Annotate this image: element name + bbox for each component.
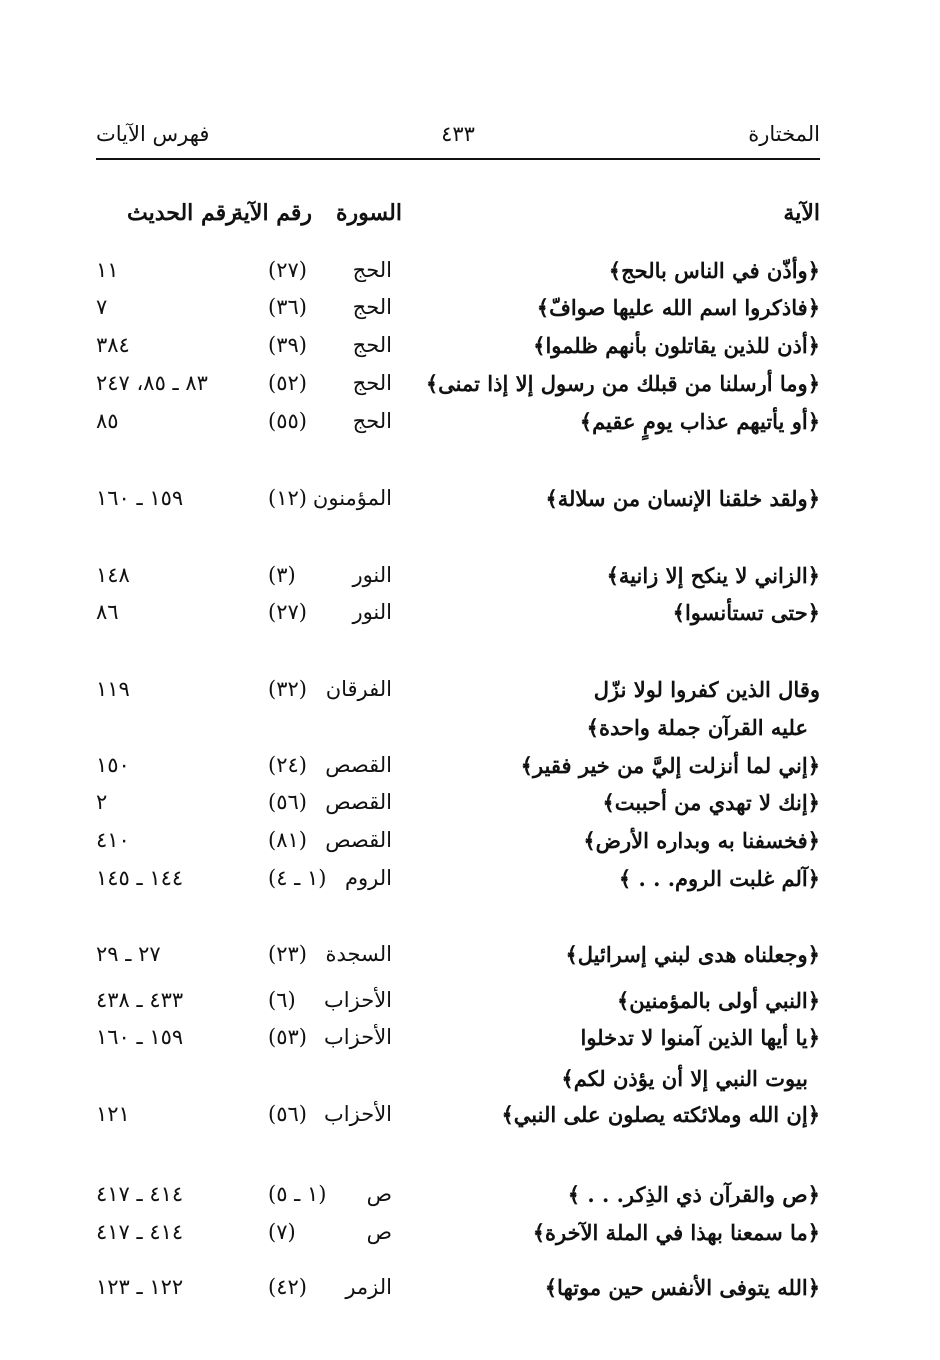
surah-name: الروم [345,866,392,890]
index-row [0,1220,940,1256]
surah-name: القصص [325,790,392,814]
surah-name: القصص [325,828,392,852]
hadith-number: ١٥٠ [96,753,130,777]
surah-name: السجدة [325,942,392,966]
ayah-number: (٢٤) [268,753,307,777]
page-number: ٤٣٣ [441,122,475,146]
ayah-number: (٢٧) [268,600,307,624]
ayah-number: (١ ـ ٤) [268,866,327,890]
section-title: فهرس الآيات [96,122,210,146]
index-row [0,409,940,445]
column-header-verse: الآية [783,200,820,226]
index-row [0,1275,940,1311]
surah-name: ص [366,1220,392,1244]
index-row [0,333,940,369]
hadith-number: ٢٧ ـ ٢٩ [96,942,161,966]
index-row [0,258,940,294]
verse-text: ﴿حتى تستأنسوا﴾ [672,600,820,625]
index-row [0,988,940,1024]
hadith-number: ٢ [96,790,108,814]
verse-text: ﴿ما سمعنا بهذا في الملة الآخرة﴾ [532,1220,820,1245]
hadith-number: ١٥٩ ـ ١٦٠ [96,486,184,510]
index-row [0,790,940,826]
verse-text: ﴿فاذكروا اسم الله عليها صوافّ﴾ [536,295,820,320]
ayah-number: (٥٦) [268,790,307,814]
surah-name: النور [352,563,392,587]
hadith-number: ١١ [96,258,119,282]
index-row [0,486,940,522]
index-row [0,1025,940,1061]
column-header-ayah-number: رقم الآية [232,200,313,226]
surah-name: ص [366,1182,392,1206]
column-header-surah: السورة [336,200,402,226]
surah-name: الزمر [345,1275,392,1299]
book-title: المختارة [748,122,820,146]
surah-name: النور [352,600,392,624]
ayah-number: (١٢) [268,486,307,510]
surah-name: الفرقان [325,677,392,701]
ayah-number: (٥٦) [268,1102,307,1126]
column-header-hadith-number: رقم الحديث [127,200,237,226]
ayah-number: (٦) [268,988,296,1012]
index-row [0,828,940,864]
verse-text: ﴿ولقد خلقنا الإنسان من سلالة﴾ [545,486,820,511]
verse-text: ﴿آلم غلبت الروم. . . ﴾ [618,866,820,891]
ayah-number: (٤٢) [268,1275,307,1299]
index-row [0,866,940,902]
ayah-number: (٣) [268,563,296,587]
surah-name: المؤمنون [312,486,392,510]
header-rule [96,158,820,160]
running-header [96,122,820,156]
ayah-number: (٥٥) [268,409,307,433]
verse-text: ﴿النبي أولى بالمؤمنين﴾ [616,988,820,1013]
verse-text: بيوت النبي إلا أن يؤذن لكم﴾ [561,1066,808,1091]
verse-text: عليه القرآن جملة واحدة﴾ [586,715,808,740]
surah-name: الأحزاب [324,1102,392,1126]
index-row [0,371,940,407]
hadith-number: ٨٦ [96,600,119,624]
surah-name: الحج [352,409,392,433]
verse-text: ﴿فخسفنا به وبداره الأرض﴾ [583,828,820,853]
surah-name: الحج [352,333,392,357]
index-row [0,295,940,331]
index-row [0,1182,940,1218]
verse-text: ﴿ص والقرآن ذي الذِكر. . . ﴾ [567,1182,820,1207]
ayah-number: (٣٢) [268,677,307,701]
hadith-number: ٣٨٤ [96,333,130,357]
verse-text: ﴿إني لما أنزلت إليَّ من خير فقير﴾ [520,753,820,778]
surah-name: الحج [352,258,392,282]
index-row [0,677,940,713]
ayah-number: (٧) [268,1220,296,1244]
surah-name: الحج [352,371,392,395]
index-row [0,563,940,599]
hadith-number: ٤١٤ ـ ٤١٧ [96,1220,184,1244]
index-row-continuation [0,715,940,751]
index-row [0,1102,940,1138]
hadith-number: ١١٩ [96,677,130,701]
hadith-number: ٤٣٣ ـ ٤٣٨ [96,988,184,1012]
hadith-number: ١٢١ [96,1102,130,1126]
ayah-number: (٥٣) [268,1025,307,1049]
verse-text: ﴿الزاني لا ينكح إلا زانية﴾ [606,563,820,588]
index-row [0,942,940,978]
index-row [0,753,940,789]
index-row-continuation [0,1066,940,1102]
verse-text: ﴿إنك لا تهدي من أحببت﴾ [602,790,820,815]
hadith-number: ١٤٤ ـ ١٤٥ [96,866,184,890]
verse-text: ﴿أو يأتيهم عذاب يومٍ عقيم﴾ [579,409,820,434]
verse-text: ﴿الله يتوفى الأنفس حين موتها﴾ [544,1275,820,1300]
verse-text: ﴿وما أرسلنا من قبلك من رسول إلا إذا تمنى﴾ [425,371,820,396]
ayah-number: (٢٧) [268,258,307,282]
ayah-number: (٢٣) [268,942,307,966]
ayah-number: (٥٢) [268,371,307,395]
hadith-number: ١٤٨ [96,563,130,587]
surah-name: الأحزاب [324,988,392,1012]
hadith-number: ٧ [96,295,108,319]
hadith-number: ٨٥ [96,409,119,433]
hadith-number: ١٢٢ ـ ١٢٣ [96,1275,184,1299]
hadith-number: ٨٣ ـ ٨٥، ٢٤٧ [96,371,208,395]
verse-text: ﴿أذن للذين يقاتلون بأنهم ظلموا﴾ [533,333,820,358]
verse-text: ﴿يا أيها الذين آمنوا لا تدخلوا [580,1025,820,1050]
ayah-number: (٣٦) [268,295,307,319]
surah-name: الحج [352,295,392,319]
verse-text: ﴿وأذّن في الناس بالحج﴾ [608,258,820,283]
ayah-number: (٨١) [268,828,307,852]
ayah-number: (٣٩) [268,333,307,357]
verse-text: ﴿إن الله وملائكته يصلون على النبي﴾ [501,1102,820,1127]
ayah-number: (١ ـ ٥) [268,1182,327,1206]
surah-name: الأحزاب [324,1025,392,1049]
index-row [0,600,940,636]
hadith-number: ٤١٠ [96,828,130,852]
verse-text: وقال الذين كفروا لولا نزّل [593,677,820,702]
verse-text: ﴿وجعلناه هدى لبني إسرائيل﴾ [565,942,820,967]
hadith-number: ٤١٤ ـ ٤١٧ [96,1182,184,1206]
hadith-number: ١٥٩ ـ ١٦٠ [96,1025,184,1049]
surah-name: القصص [325,753,392,777]
